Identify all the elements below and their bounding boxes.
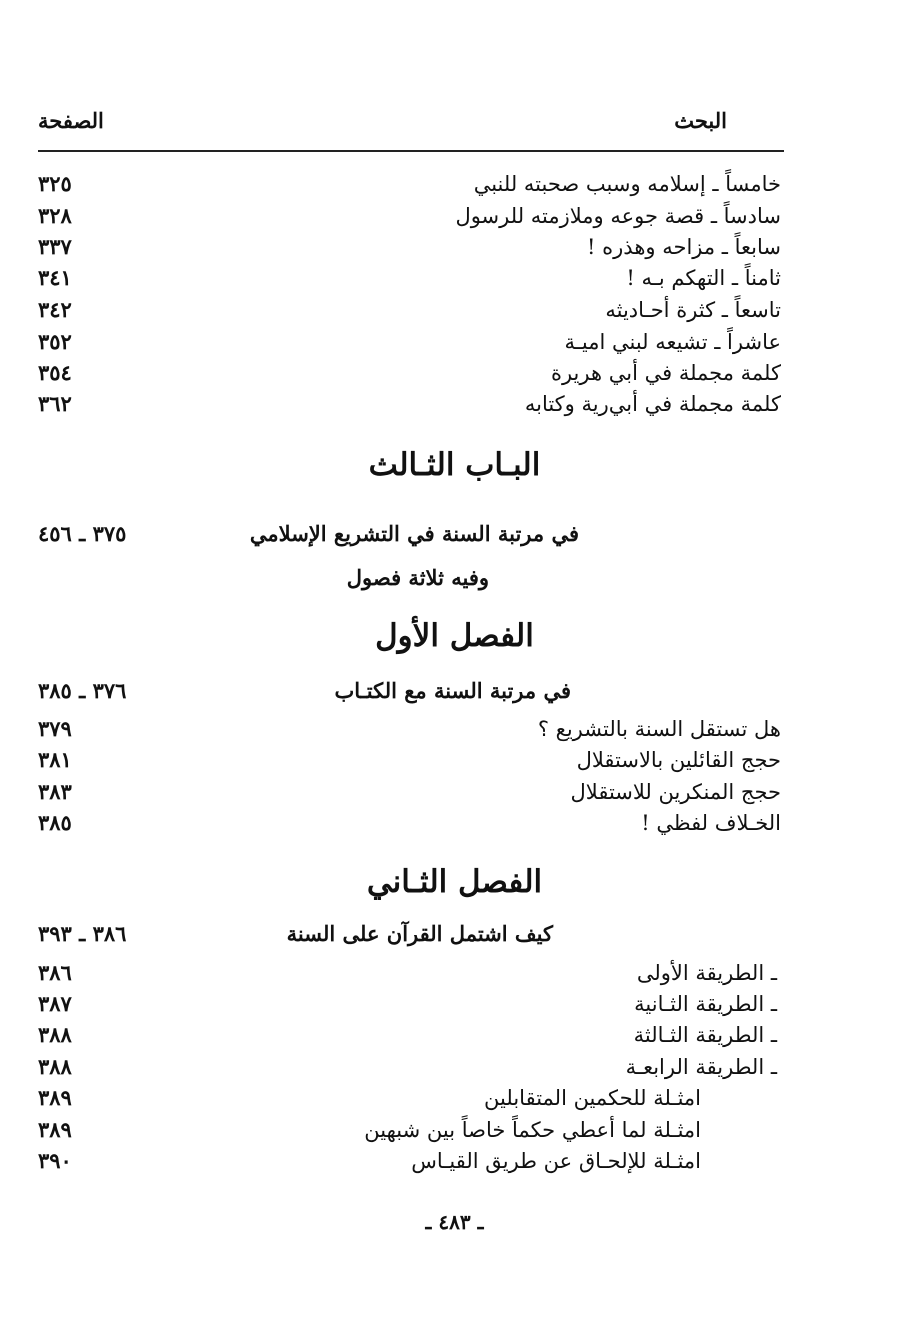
column-header-page: الصفحة — [38, 108, 104, 133]
entry-page: ٣٣٧ — [38, 234, 72, 259]
toc-entry — [0, 388, 909, 420]
entry-title: تاسعاً ـ كثرة أحـاديثه — [605, 298, 781, 322]
toc-entry — [0, 168, 909, 200]
entry-title: ـ الطريقة الثـانية — [634, 992, 777, 1016]
chapter-subject: كيف اشتمل القرآن على السنة — [286, 921, 553, 946]
entry-title: هل تستقل السنة بالتشريع ؟ — [537, 717, 781, 741]
toc-entry — [0, 200, 909, 232]
entry-title: عاشراً ـ تشيعه لبني اميـة — [564, 330, 781, 354]
entry-title: سابعاً ـ مزاحه وهذره ! — [587, 235, 781, 259]
entry-page: ٣٨٧ — [38, 991, 72, 1016]
chapter-subject-row — [0, 674, 909, 708]
entry-title: ـ الطريقة الثـالثة — [633, 1023, 777, 1047]
toc-entry — [0, 807, 909, 839]
entry-page: ٣٤١ — [38, 265, 72, 290]
entry-title: حجج القائلين بالاستقلال — [576, 748, 781, 772]
chapter-heading: الفصل الثـاني — [366, 864, 543, 900]
entry-page: ٣٨٩ — [38, 1085, 72, 1110]
entry-title: كلمة مجملة في أبي هريرة — [550, 361, 781, 385]
toc-entry — [0, 776, 909, 808]
entry-title: ـ الطريقة الأولى — [636, 961, 777, 985]
entry-page: ٣٨٥ — [38, 810, 72, 835]
entry-page: ٣٨١ — [38, 747, 72, 772]
toc-entry — [0, 231, 909, 263]
part-subject-row — [0, 517, 909, 551]
entry-page: ٣٥٤ — [38, 360, 72, 385]
entry-page: ٣٨٦ — [38, 960, 72, 985]
chapter-page-range: ٣٨٦ ـ ٣٩٣ — [38, 921, 127, 946]
toc-entry — [0, 1019, 909, 1051]
toc-entry — [0, 1051, 909, 1083]
toc-entry — [0, 326, 909, 358]
entry-page: ٣٩٠ — [38, 1148, 72, 1173]
toc-entry — [0, 294, 909, 326]
entry-title: ـ الطريقة الرابعـة — [625, 1055, 777, 1079]
chapter-subject: في مرتبة السنة مع الكتـاب — [334, 678, 571, 703]
entry-page: ٣٦٢ — [38, 391, 72, 416]
part-heading: البـاب الثـالث — [368, 447, 541, 483]
toc-entry — [0, 988, 909, 1020]
entry-page: ٣٨٨ — [38, 1054, 72, 1079]
entry-title: امثـلة للإلحـاق عن طريق القيـاس — [411, 1149, 701, 1173]
toc-entry — [0, 262, 909, 294]
entry-page: ٣٨٣ — [38, 779, 72, 804]
header-rule — [38, 150, 784, 152]
entry-title: امثـلة لما أعطي حكماً خاصاً بين شبهين — [364, 1118, 701, 1142]
toc-entry — [0, 1114, 909, 1146]
entry-page: ٣٤٢ — [38, 297, 72, 322]
toc-entry — [0, 713, 909, 745]
entry-page: ٣٥٢ — [38, 329, 72, 354]
toc-entry — [0, 957, 909, 989]
part-note: وفيه ثلاثة فصول — [346, 565, 489, 590]
entry-title: حجج المنكرين للاستقلال — [570, 780, 781, 804]
column-header-topic: البحث — [674, 108, 727, 133]
toc-entry — [0, 1145, 909, 1177]
toc-entry — [0, 744, 909, 776]
entry-title: امثـلة للحكمين المتقابلين — [484, 1086, 701, 1110]
chapter-subject-row — [0, 917, 909, 951]
entry-page: ٣٧٩ — [38, 716, 72, 741]
entry-title: ثامناً ـ التهكم بـه ! — [626, 266, 781, 290]
page-number: ـ ٤٨٣ ـ — [425, 1210, 484, 1234]
chapter-heading: الفصل الأول — [375, 618, 534, 654]
chapter-page-range: ٣٧٦ ـ ٣٨٥ — [38, 678, 127, 703]
entry-title: الخـلاف لفظي ! — [641, 811, 781, 835]
entry-title: كلمة مجملة في أبي‌رية وكتابه — [524, 392, 781, 416]
part-subject: في مرتبة السنة في التشريع الإسلامي — [249, 521, 579, 546]
entry-title: خامساً ـ إسلامه وسبب صحبته للنبي — [473, 172, 781, 196]
toc-entry — [0, 357, 909, 389]
entry-page: ٣٨٩ — [38, 1117, 72, 1142]
entry-page: ٣٢٨ — [38, 203, 72, 228]
toc-entry — [0, 1082, 909, 1114]
entry-page: ٣٨٨ — [38, 1022, 72, 1047]
entry-page: ٣٢٥ — [38, 171, 72, 196]
part-page-range: ٣٧٥ ـ ٤٥٦ — [38, 521, 127, 546]
entry-title: سادساً ـ قصة جوعه وملازمته للرسول — [455, 204, 781, 228]
